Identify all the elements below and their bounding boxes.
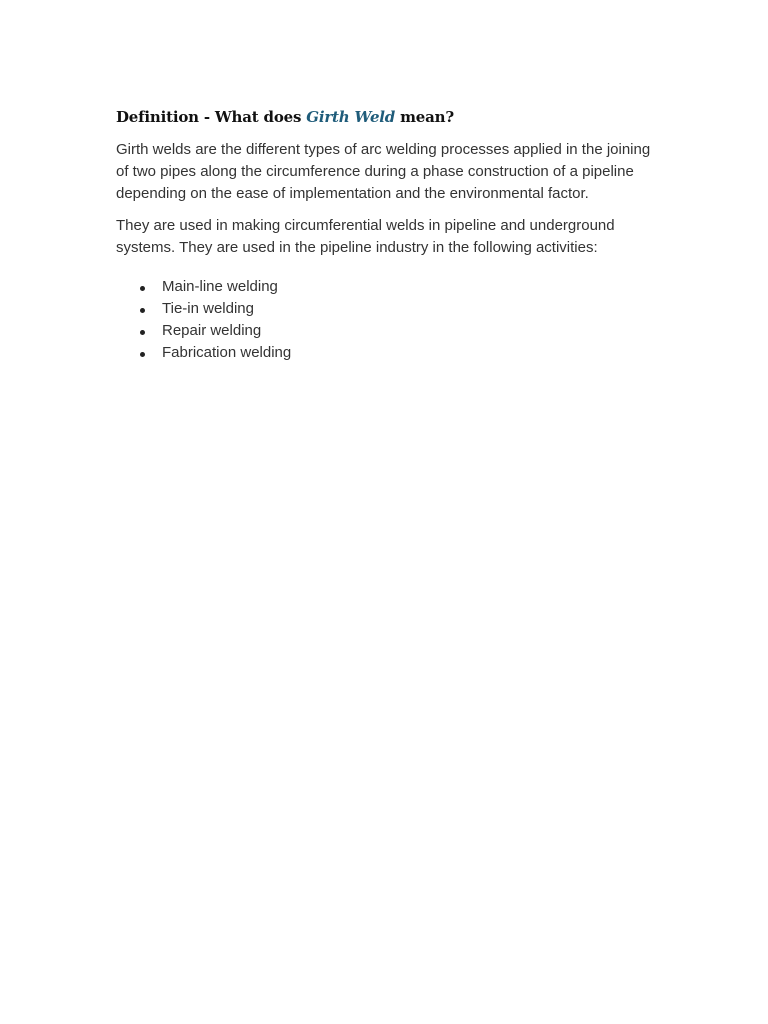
bullet-icon — [140, 308, 145, 313]
bullet-icon — [140, 330, 145, 335]
document-body — [116, 106, 652, 364]
list-item-label: Tie-in welding — [162, 300, 254, 317]
list-item — [116, 276, 652, 298]
list-item — [116, 320, 652, 342]
activities-list — [116, 276, 652, 364]
list-item-label: Fabrication welding — [162, 344, 292, 361]
usage-paragraph: They are used in making circumferential welds in pipeline and underground systems. They are used in the pipeline industry in the following activities: — [116, 217, 615, 256]
list-item — [116, 298, 652, 320]
list-item — [116, 342, 652, 364]
list-item-label: Repair welding — [162, 322, 262, 339]
bullet-icon — [140, 286, 145, 291]
bullet-icon — [140, 352, 145, 357]
definition-heading — [116, 106, 652, 128]
definition-paragraph: Girth welds are the different types of arc welding processes applied in the joining of two pipes along the circumference during a phase construction of a pipeline depending on the ease of implementation and the environmental factor. — [116, 141, 651, 202]
list-item-label: Main-line welding — [162, 278, 278, 295]
heading-prefix: Definition - What does — [116, 108, 307, 126]
heading-suffix: mean? — [395, 108, 454, 126]
heading-term: Girth Weld — [306, 108, 396, 126]
